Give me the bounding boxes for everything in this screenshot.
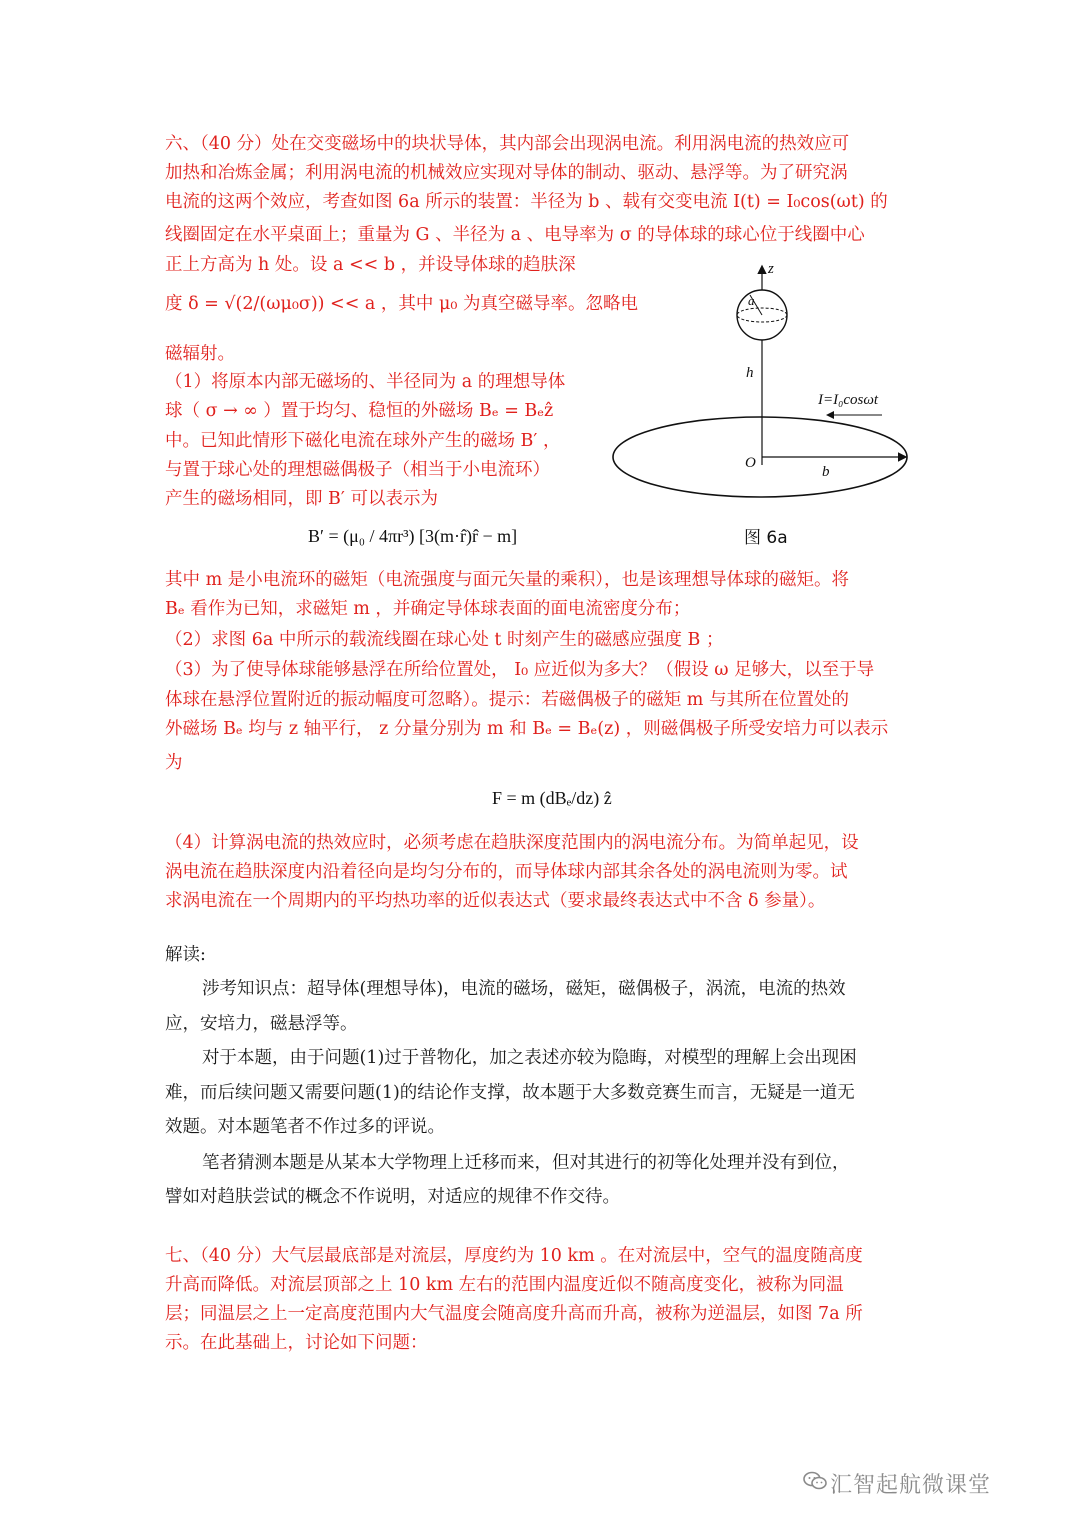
analysis-heading: 解读: [165,945,206,965]
p6-line-13: 其中 m 是小电流环的磁矩（电流强度与面元矢量的乘积），也是该理想导体球的磁矩。将 [165,570,849,590]
analysis-p2-line-3: 效题。对本题笔者不作过多的评说。 [165,1117,445,1137]
current-label: I=I₀cosωt [818,392,879,408]
p6-line-15: （2）求图 6a 中所示的载流线圈在球心处 t 时刻产生的磁感应强度 B ； [165,630,724,650]
p6-line-20: （4）计算涡电流的热效应时，必须考虑在趋肤深度范围内的涡电流分布。为简单起见，设 [165,833,859,853]
p6-line-10: 中。已知此情形下磁化电流在球外产生的磁场 B′ ， [165,431,561,451]
equation-force: F = m (dBₑ/dz) ẑ [492,788,612,808]
p6-line-8: （1）将原本内部无磁场的、半径同为 a 的理想导体 [165,372,566,392]
p6-line-17: 体球在悬浮位置附近的振动幅度可忽略）。提示：若磁偶极子的磁矩 m 与其所在位置处的 [165,690,849,710]
p6-line-11: 与置于球心处的理想磁偶极子（相当于小电流环） [165,460,550,480]
analysis-p1-line-2: 应，安培力，磁悬浮等。 [165,1014,358,1034]
p6-line-9: 球（ σ → ∞ ）置于均匀、稳恒的外磁场 Bₑ = Bₑẑ [165,401,554,421]
equation-b-prime: B′ = (μ₀ / 4πr³) [3(m·r̂)r̂ − m] [308,526,518,546]
analysis-p2-line-2: 难，而后续问题又需要问题(1)的结论作支撑，故本题于大多数竞赛生而言，无疑是一道无 [165,1083,855,1103]
p7-line-4: 示。在此基础上，讨论如下问题： [165,1333,428,1353]
z-axis-label: z [768,261,774,277]
analysis-p3-line-2: 譬如对趋肤尝试的概念不作说明，对适应的规律不作交待。 [165,1187,620,1207]
figure-6a [600,255,920,505]
analysis-p2-line-1: 对于本题，由于问题(1)过于普物化，加之表述亦较为隐晦，对模型的理解上会出现困 [202,1048,857,1068]
p6-line-4: 线圈固定在水平桌面上；重量为 G 、半径为 a 、电导率为 σ 的导体球的球心位于线圈中心 [165,225,865,245]
p6-line-18: 外磁场 Bₑ 均与 z 轴平行， z 分量分别为 m 和 Bₑ = Bₑ(z) ，则磁偶极子所受安培力可以表示 [165,719,889,739]
p7-line-2: 升高而降低。对流层顶部之上 10 km 左右的范围内温度近似不随高度变化，被称为同温 [165,1275,844,1295]
analysis-p3-line-1: 笔者猜测本题是从某本大学物理上迁移而来，但对其进行的初等化处理并没有到位， [202,1153,850,1173]
p6-line-1: 六、（40 分）处在交变磁场中的块状导体，其内部会出现涡电流。利用涡电流的热效应可 [165,134,850,154]
height-h-label: h [746,365,754,381]
p6-line-12: 产生的磁场相同，即 B′ 可以表示为 [165,489,438,509]
radius-a-label: a [748,293,755,308]
p7-line-1: 七、（40 分）大气层最底部是对流层，厚度约为 10 km 。在对流层中，空气的温度随高度 [165,1246,863,1266]
p6-line-3: 电流的这两个效应，考查如图 6a 所示的装置：半径为 b 、载有交变电流 I(t) = I₀cos(ωt) 的 [165,192,888,212]
figure-caption: 图 6a [744,528,788,548]
p7-line-3: 层；同温层之上一定高度范围内大气温度会随高度升高而升高，被称为逆温层，如图 7a 所 [165,1304,863,1324]
p6-line-2: 加热和冶炼金属；利用涡电流的机械效应实现对导体的制动、驱动、悬浮等。为了研究涡 [165,163,848,183]
wechat-icon [802,1468,828,1494]
analysis-p1-line-1: 涉考知识点：超导体(理想导体)，电流的磁场，磁矩，磁偶极子，涡流，电流的热效 [202,979,846,999]
p6-line-19: 为 [165,753,183,773]
p6-line-7: 磁辐射。 [165,344,235,364]
p6-line-14: Bₑ 看作为已知，求磁矩 m ，并确定导体球表面的面电流密度分布； [165,599,691,619]
p6-line-6: 度 δ = √(2/(ωμ₀σ)) << a ，其中 μ₀ 为真空磁导率。忽略电 [165,294,638,314]
watermark-text: 汇智起航微课堂 [830,1473,992,1498]
p6-line-5: 正上方高为 h 处。设 a << b ，并设导体球的趋肤深 [165,255,576,275]
coil-radius-b-label: b [822,464,830,480]
p6-line-21: 涡电流在趋肤深度内沿着径向是均匀分布的，而导体球内部其余各处的涡电流则为零。试 [165,862,848,882]
p6-line-16: （3）为了使导体球能够悬浮在所给位置处， I₀ 应近似为多大？（假设 ω 足够大，以至于导 [165,660,875,680]
origin-O-label: O [745,455,756,471]
p6-line-22: 求涡电流在一个周期内的平均热功率的近似表达式（要求最终表达式中不含 δ 参量）。 [165,891,826,911]
